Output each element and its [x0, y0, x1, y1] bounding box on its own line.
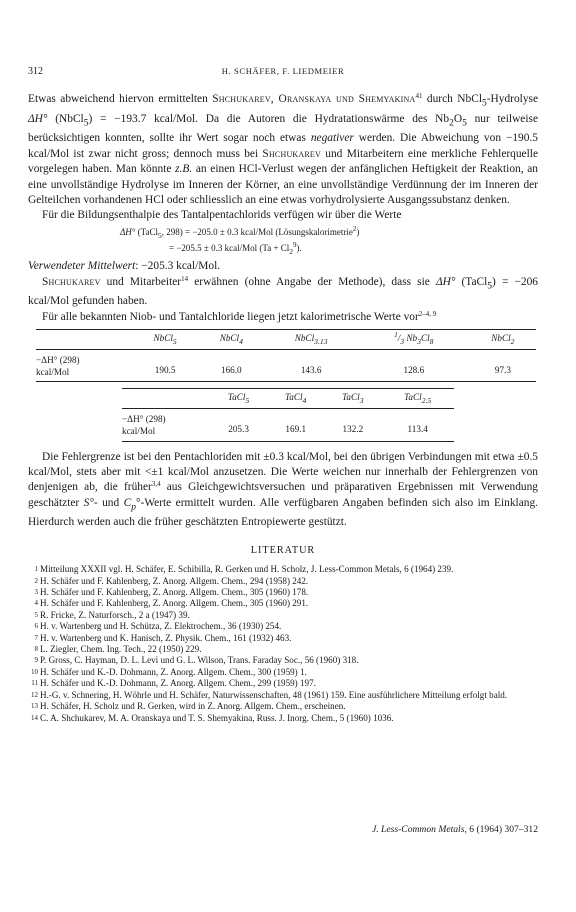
reference-text: L. Ziegler, Chem. Ing. Tech., 22 (1950) 229.	[40, 644, 202, 655]
reference-item	[28, 713, 538, 724]
reference-number: 6	[34, 622, 38, 631]
niobium-chloride-table	[36, 329, 536, 382]
table-header-row	[36, 330, 536, 350]
table-cell: 205.3	[210, 409, 267, 441]
table-header-row	[122, 389, 454, 409]
page-header	[28, 66, 538, 80]
reference-item	[28, 655, 538, 666]
reference-text: H. Schäfer und F. Kahlenberg, Z. Anorg. Allgem. Chem., 305 (1960) 178.	[40, 587, 309, 598]
reference-number: 8	[34, 645, 38, 654]
table-header: NbCl$_4$	[198, 330, 264, 350]
journal-footer: J. Less-Common Metals, 6 (1964) 307–312	[371, 824, 538, 835]
equation-block	[120, 226, 538, 258]
reference-text: R. Fricke, Z. Naturforsch., 2 a (1947) 39.	[40, 609, 190, 620]
reference-item	[28, 633, 538, 644]
table-header: TaCl$_3$	[324, 389, 381, 409]
table-header: $^1/_3$ $Nb_3Cl_8$	[358, 330, 470, 350]
paragraph-error-limits: Die Fehlergrenze ist bei den Pentachloriden mit ±0.3 kcal/Mol, bei den übrigen Verbindungen mit etwa ±0.5 kcal/Mol, stets aber mit <±1 kcal/Mol anzusetzen. Die Werte weichen nur innerhalb der Fehlergrenzen von denjenigen ab, die früher$^{3,4}$ aus Gleichgewichtsversuchen und präparativen Ergebnissen mit Verwendung geschätzter S°- und $C_p^\circ$-Werte ermittelt wurden. Alle verfügbaren Angaben befinden sich also im Einklang. Hierdurch werden auch die früher geschätzten Entropiewerte gestützt.	[28, 450, 539, 529]
reference-number: 4	[34, 599, 38, 608]
table-cell: 190.5	[132, 350, 198, 382]
reference-item	[28, 690, 538, 701]
page-number: 312	[28, 66, 43, 77]
reference-number: 9	[34, 656, 38, 665]
table-header: TaCl$_4$	[267, 389, 324, 409]
reference-text: H. v. Wartenberg und H. Schütza, Z. Elektrochem., 36 (1930) 254.	[40, 621, 282, 632]
table-cell: 169.1	[267, 409, 324, 441]
reference-text: H. Schäfer und F. Kahlenberg, Z. Anorg. Allgem. Chem., 294 (1958) 242.	[40, 575, 309, 586]
literatur-heading: LITERATUR	[250, 544, 316, 556]
reference-item	[28, 610, 538, 621]
reference-number: 12	[31, 690, 38, 699]
reference-item	[28, 667, 538, 678]
reference-item	[28, 678, 538, 689]
reference-item	[28, 701, 538, 712]
reference-text: H. Schäfer und K.-D. Dohmann, Z. Anorg. Allgem. Chem., 300 (1959) 1.	[40, 666, 307, 677]
table-row: −ΔH° (298) kcal/Mol 190.5 166.0 143.6 128.6 97.3	[36, 350, 536, 382]
table-header: TaCl$_{2.5}$	[381, 389, 454, 409]
equation-line-1: ΔH° (TaCl$_5$, 298) = −205.0 ± 0.3 kcal/Mol (Lösungskalorimetrie$^2$)	[120, 224, 360, 240]
running-title: H. SCHÄFER, F. LIEDMEIER	[221, 66, 345, 76]
citation-ref: 41	[415, 92, 423, 100]
reference-text: C. A. Shchukarev, M. A. Oranskaya und T. S. Shemyakina, Russ. J. Inorg. Chem., 5 (1960) 1036.	[40, 712, 394, 723]
reference-number: 11	[31, 679, 38, 688]
table-header: TaCl$_5$	[210, 389, 267, 409]
table-cell: 166.0	[198, 350, 264, 382]
reference-number: 14	[31, 713, 38, 722]
mittelwert-line	[28, 259, 538, 274]
reference-number: 1	[34, 565, 38, 574]
article-body	[28, 92, 538, 724]
reference-text: H. Schäfer und K.-D. Dohmann, Z. Anorg. Allgem. Chem., 299 (1959) 197.	[40, 678, 316, 689]
author-names: Shchukarev, Oranskaya und Shemyakina	[212, 93, 416, 105]
table-cell: 132.2	[324, 409, 381, 441]
paragraph-shchukarev: Shchukarev und Mitarbeiter$^{14}$ erwähnen (ohne Angabe der Methode), dass sie ΔH° (TaCl$_5$) = −206 kcal/Mol gefunden haben.	[28, 274, 538, 308]
mittelwert-label: Verwendeter Mittelwert	[28, 260, 136, 273]
table-cell: 97.3	[470, 350, 536, 382]
reference-text: H. Schäfer und F. Kahlenberg, Z. Anorg. Allgem. Chem., 305 (1960) 291.	[40, 598, 309, 609]
table-header: NbCl$_{3.13}$	[264, 330, 357, 350]
reference-number: 3	[34, 588, 38, 597]
table-cell: 143.6	[264, 350, 357, 382]
equation-line-2: = −205.5 ± 0.3 kcal/Mol $(Ta + Cl_2^9)$.	[169, 241, 302, 256]
reference-item	[28, 598, 538, 609]
reference-list	[28, 564, 538, 724]
reference-item	[28, 621, 538, 632]
table-cell: 128.6	[358, 350, 470, 382]
reference-number: 5	[34, 610, 38, 619]
reference-text: P. Gross, C. Hayman, D. L. Levi und G. L. Wilson, Trans. Faraday Soc., 56 (1960) 318.	[40, 655, 359, 666]
reference-item	[28, 576, 538, 587]
author-name: Shchukarev	[262, 147, 321, 160]
reference-item	[28, 564, 538, 575]
reference-text: Mitteilung XXXII vgl. H. Schäfer, E. Schibilla, R. Gerken und H. Scholz, J. Less-Common Metals, 6 (1964) 239.	[40, 564, 454, 575]
paragraph-nbcl5-hydrolysis: Etwas abweichend hiervon ermittelten Shchukarev, Oranskaya und Shemyakina$^{41}$ durch NbCl$_5$-Hydrolyse ΔH° (NbCl$_5$) = −193.7 kcal/Mol. Da die Autoren die Hydratationswärme des $Nb_2O_5$ nur teilweise berücksichtigen konnten, sollte ihr Wert sogar noch etwas negativer werden. Die Abweichung von −190.5 kcal/Mol ist zwar nicht gross; dennoch muss bei Shchukarev und Mitarbeitern eine merkliche Fehlerquelle vorgelegen haben. Man könnte z.B. an einen HCl-Verlust wegen der anfänglichen Heftigkeit der Reaktion, an eine unvollständige Hydrolyse im Inneren der Körner, an eine unvollständige Verdünnung der im Inneren der Gelteilchen vorhandenen HCl oder schliesslich an eine etwas vorhydrolysierte Ausgangssubstanz denken.	[28, 92, 539, 206]
reference-number: 13	[31, 702, 38, 711]
reference-item	[28, 587, 538, 598]
reference-number: 7	[34, 633, 38, 642]
table-cell: 113.4	[381, 409, 454, 441]
reference-text: H. Schäfer, H. Scholz und R. Gerken, wird in Z. Anorg. Allgem. Chem., erscheinen.	[40, 701, 346, 712]
reference-item	[28, 644, 538, 655]
emphasis-negativer: negativer	[310, 132, 354, 145]
table-header: NbCl$_5$	[132, 330, 198, 350]
table-row: −ΔH° (298) kcal/Mol 205.3 169.1 132.2 113.4	[122, 409, 454, 441]
reference-number: 10	[31, 667, 38, 676]
reference-number: 2	[34, 576, 38, 585]
tantalum-chloride-table	[122, 388, 454, 441]
mittelwert-value: : −205.3 kcal/Mol.	[135, 260, 221, 273]
reference-text: H. v. Wartenberg und K. Hanisch, Z. Physik. Chem., 161 (1932) 463.	[40, 632, 292, 643]
reference-text: H.-G. v. Schnering, H. Wöhrle und H. Schäfer, Naturwissenschaften, 48 (1961) 159. Eine ausführlichere Mitteilung erfolgt bald.	[40, 689, 508, 700]
table-header: NbCl$_2$	[470, 330, 536, 350]
paragraph-tacl5-intro: Für die Bildungsenthalpie des Tantalpentachlorids verfügen wir über die Werte	[42, 209, 402, 222]
paragraph-calorimetric: Für alle bekannten Niob- und Tantalchloride liegen jetzt kalorimetrische Werte vor$^{2-4, 9}$	[42, 309, 437, 323]
